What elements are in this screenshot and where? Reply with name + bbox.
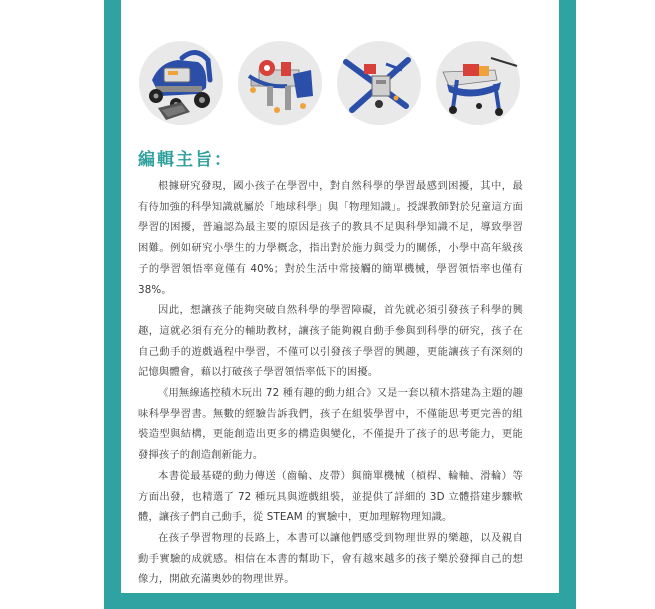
boat-model-illustration xyxy=(435,40,521,126)
boat-icon xyxy=(435,40,521,126)
paragraph: 在孩子學習物理的長路上，本書可以讓他們感受到物理世界的樂趣，以及親自動手實驗的成就感。相信在本書的幫助下，會有越來越多的孩子樂於發揮自己的想像力，開啟充滿奧妙的物理世界。 xyxy=(138,531,523,586)
illustration-row xyxy=(138,40,523,130)
gear-mechanism-model-illustration xyxy=(237,40,323,126)
teal-frame-bottom xyxy=(104,593,576,609)
section-heading: 編輯主旨： xyxy=(138,150,233,170)
gear-icon xyxy=(237,40,323,126)
paragraph: 因此，想讓孩子能夠突破自然科學的學習障礙，首先就必須引發孩子科學的興趣，這就必須有充分的輔助教材，讓孩子能夠親自動手參與到科學的研究，孩子在自己動手的遊戲過程中學習，不僅可以引發孩子學習的興趣，更能讓孩子有深刻的記憶與體會，藉以打破孩子學習領悟率低下的困擾。 xyxy=(138,304,523,379)
robot-car-model-illustration xyxy=(138,40,224,126)
paragraph: 本書從最基礎的動力傳送（齒輪、皮帶）與簡單機械（槓桿、輪軸、滑輪）等方面出發，也精選了 72 種玩具與遊戲組裝，並提供了詳細的 3D 立體搭建步驟軟體，讓孩子們自己動手，從 STEAM 的實驗中，更加理解物理知識。 xyxy=(138,469,523,524)
body-text xyxy=(138,176,523,590)
paragraph: 根據研究發現，國小孩子在學習中，對自然科學的學習最感到困擾，其中，最有待加強的科學知識就屬於「地球科學」與「物理知識」。授課教師對於兒童這方面學習的困擾，普遍認為最主要的原因是孩子的教具不足與科學知識不足，導致學習困難。例如研究小學生的力學概念，指出對於施力與受力的關係，小學中高年級孩子的學習領悟率竟僅有 40%；對於生活中常接觸的簡單機械，學習領悟率也僅有 38%。 xyxy=(138,180,523,296)
rotor-model-illustration xyxy=(336,40,422,126)
propeller-icon xyxy=(336,40,422,126)
vehicle-icon xyxy=(138,40,224,126)
paragraph: 《用無線遙控積木玩出 72 種有趣的動力組合》又是一套以積木搭建為主題的趣味科學學習書。無數的經驗告訴我們，孩子在組裝學習中，不僅能思考更完善的組裝造型與結構，更能創造出更多的構造與變化，不僅提升了孩子的思考能力，更能發揮孩子的創造創新能力。 xyxy=(138,387,523,462)
